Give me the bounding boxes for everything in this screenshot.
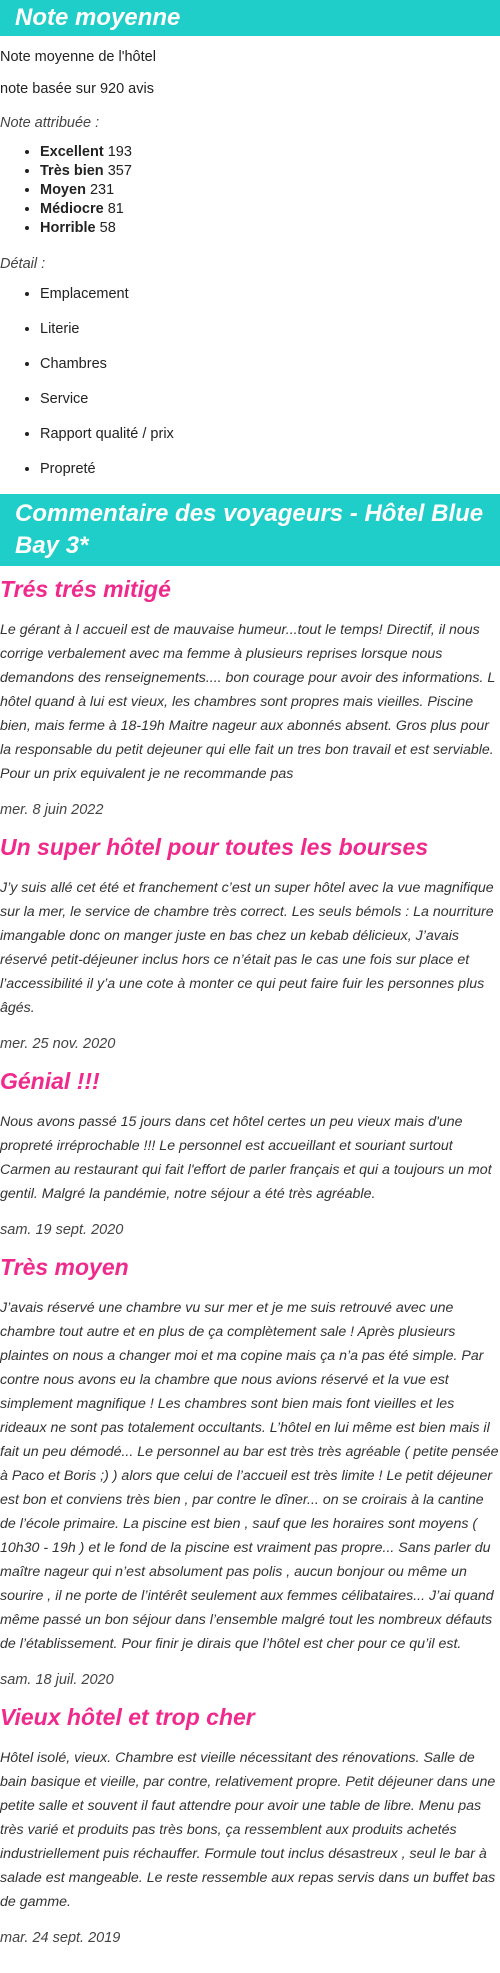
rating-count: 193 (107, 144, 132, 160)
rating-label: Horrible (40, 220, 96, 236)
rating-item (40, 219, 500, 238)
detail-item: • Emplacement (40, 284, 500, 304)
detail-item: • Service (40, 389, 500, 409)
review-date: sam. 19 sept. 2020 (0, 1222, 124, 1238)
review-text: J’y suis allé cet été et franchement c’est un super hôtel avec la vue magnifique sur la mer, le service de chambre très correct. Les seuls bémols : La nourriture imangable donc on manger juste en bas chez un kebab délicieux, J’avais réservé petit-déjeuner inclus hors ce n’était pas le cas une fois sur place et l’accessibilité il y’a une cote à monter ce qui peut faire fuir les personnes plus âgés. (0, 880, 494, 1016)
rating-count: 81 (107, 201, 124, 217)
rating-label: Excellent (40, 144, 104, 160)
review-date: mar. 24 sept. 2019 (0, 1930, 121, 1946)
review-text: J’avais réservé une chambre vu sur mer et je me suis retrouvé avec une chambre tout autre et en plus de ça complètement sale ! Après plusieurs plaintes on nous a changer moi et ma copine mais ça n’a pas été simple. Par contre nous avons eu la chambre que nous avions réservé et la vue est simplement magnifique ! Les chambres sont bien mais font vieilles et les rideaux ne sont pas totalement occultants. L’hôtel en lui même est bien mais il fait un peu démodé... Le personnel au bar est très très agréable ( petite pensée à Paco et Boris ;) ) alors que celui de l’accueil est très limite ! Le petit déjeuner est bon et conviens très bien , par contre le dîner... on se croirais à la cantine de l’école primaire. La piscine est bien , sauf que les horaires sont moyens ( 10h30 - 19h ) et le fond de la piscine est vraiment pas propre... Sans parler du maître nageur qui n’est absolument pas polis , aucun bonjour ou même un sourire , il ne porte de l’intérêt seulement aux femmes célibataires... J’ai quand même passé un bon séjour dans l’ensemble malgré tout les nombreux défauts de l’établissement. Pour finir je dirais que l’hôtel est cher pour ce qu’il est. (0, 1300, 499, 1652)
rating-item (40, 143, 500, 162)
rating-count: 357 (107, 163, 132, 179)
average-rating-text: Note moyenne de l'hôtel (0, 49, 156, 65)
average-rating-section (0, 0, 500, 479)
detail-item: • Propreté (40, 459, 500, 479)
average-rating-header: Note moyenne (0, 0, 500, 36)
review-text: Hôtel isolé, vieux. Chambre est vieille nécessitant des rénovations. Salle de bain basique et vieille, par contre, relativement propre. Petit déjeuner dans une petite salle et souvent il faut attendre pour avoir une table de libre. Menu pas très varié et produits pas très bons, ça ressemblent aux produits achetés industriellement puis réchauffer. Formule tout inclus désastreux , seul le bar à salade est mangeable. Le reste ressemble aux repas servis dans un buffet bas de gamme. (0, 1750, 496, 1910)
detail-item: • Chambres (40, 354, 500, 374)
comments-section (0, 494, 500, 1948)
details-label: Détail : (0, 256, 46, 272)
review-date: mer. 25 nov. 2020 (0, 1036, 116, 1052)
rating-label: Très bien (40, 163, 104, 179)
detail-item: • Literie (40, 319, 500, 339)
rating-label: Médiocre (40, 201, 104, 217)
review-title: Trés trés mitigé (0, 576, 171, 602)
review-item (0, 1702, 500, 1948)
review-item (0, 574, 500, 820)
review-count-text: note basée sur 920 avis (0, 81, 154, 97)
review-title: Très moyen (0, 1254, 129, 1280)
ratings-label: Note attribuée : (0, 115, 100, 131)
review-date: sam. 18 juil. 2020 (0, 1672, 114, 1688)
rating-label: Moyen (40, 182, 86, 198)
review-item (0, 1252, 500, 1690)
review-item (0, 832, 500, 1054)
ratings-list (0, 143, 500, 238)
review-title: Génial !!! (0, 1068, 100, 1094)
rating-item (40, 200, 500, 219)
review-title: Un super hôtel pour toutes les bourses (0, 834, 429, 860)
detail-item: • Rapport qualité / prix (40, 424, 500, 444)
review-text: Nous avons passé 15 jours dans cet hôtel certes un peu vieux mais d'une propreté irréprochable !!! Le personnel est accueillant et souriant surtout Carmen au restaurant qui fait l'effort de parler français et qui a toujours un mot gentil. Malgré la pandémie, notre séjour a été très agréable. (0, 1114, 492, 1202)
review-item (0, 1066, 500, 1240)
review-date: mer. 8 juin 2022 (0, 802, 104, 818)
rating-item (40, 162, 500, 181)
review-text: Le gérant à l accueil est de mauvaise humeur...tout le temps! Directif, il nous corrige verbalement avec ma femme à plusieurs reprises lorsque nous demandons des renseignements.... bon courage pour avoir des informations. L hôtel quand à lui est vieux, les chambres sont propres mais vieilles. Piscine bien, mais ferme à 18-19h Maitre nageur aux abonnés absent. Gros plus pour la responsable du petit dejeuner qui elle fait un tres bon travail et est serviable. Pour un prix equivalent je ne recommande pas (0, 622, 496, 782)
rating-item (40, 181, 500, 200)
review-title: Vieux hôtel et trop cher (0, 1704, 255, 1730)
comments-header: Commentaire des voyageurs - Hôtel Blue Bay 3* (0, 494, 500, 566)
rating-count: 58 (99, 220, 116, 236)
rating-count: 231 (89, 182, 115, 198)
details-list (0, 284, 500, 479)
